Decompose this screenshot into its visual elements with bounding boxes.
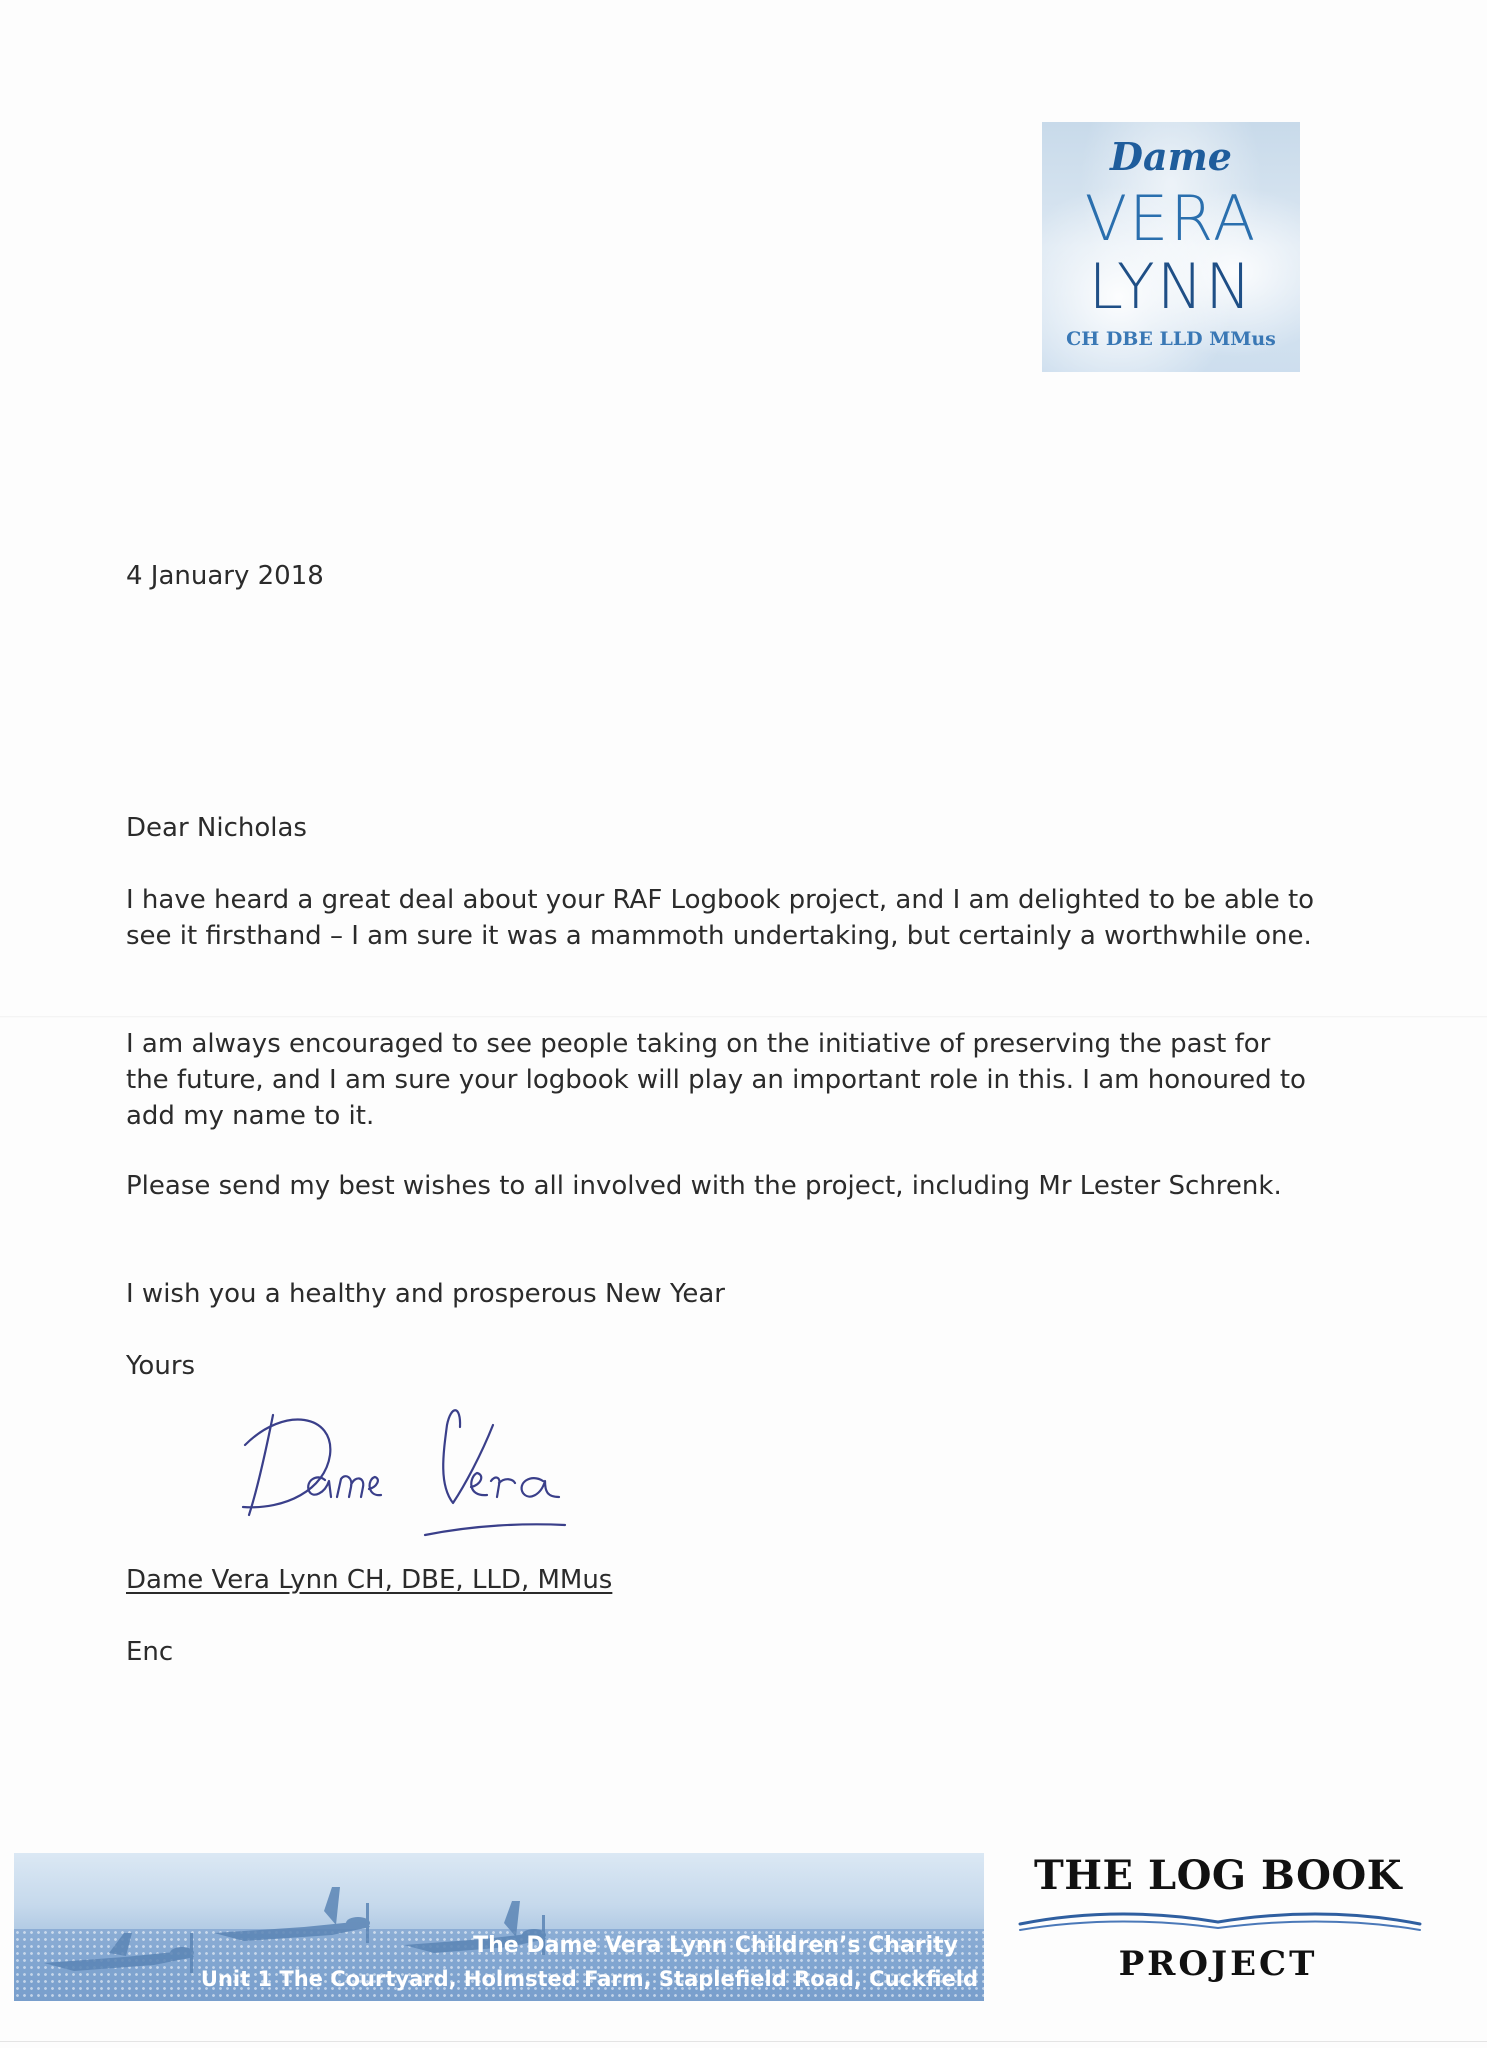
signed-name: Dame Vera Lynn CH, DBE, LLD, MMus	[126, 1565, 613, 1595]
paper-fold	[0, 1016, 1487, 1018]
dame-vera-lynn-logo	[1042, 122, 1300, 372]
enclosure-note: Enc	[126, 1637, 174, 1667]
logo-vera: VERA	[1084, 182, 1258, 255]
logo-dame: Dame	[1110, 134, 1232, 179]
page-bottom-edge	[0, 2041, 1487, 2042]
closing: Yours	[126, 1351, 196, 1381]
paragraph-2: I am always encouraged to see people taking on the initiative of preserving the past for the future, and I am sure your logbook will play an important role in this. I am honoured to add my name to it.	[126, 1029, 1306, 1131]
charity-address: Unit 1 The Courtyard, Holmsted Farm, Staplefield Road, Cuckfield	[200, 1967, 978, 1991]
logo-credentials: CH DBE LLD MMus	[1066, 328, 1276, 350]
handwritten-signature	[225, 1385, 725, 1545]
letter-date: 4 January 2018	[126, 561, 324, 591]
logo-lynn: LYNN	[1088, 250, 1254, 323]
paragraph-1: I have heard a great deal about your RAF Logbook project, and I am delighted to be able to see it firsthand – I am sure it was a mammoth undertaking, but certainly a worthwhile one.	[126, 885, 1315, 951]
paragraph-3: Please send my best wishes to all involved with the project, including Mr Lester Schrenk.	[126, 1171, 1282, 1201]
charity-footer-banner	[14, 1853, 984, 2001]
log-book-project-title: THE LOG BOOK	[1033, 1852, 1403, 1899]
salutation: Dear Nicholas	[126, 813, 307, 843]
charity-name: The Dame Vera Lynn Children’s Charity	[473, 1933, 958, 1958]
paragraph-4: I wish you a healthy and prosperous New Year	[126, 1279, 725, 1309]
open-book-icon	[1010, 1906, 1430, 1936]
log-book-project-subtitle: PROJECT	[1118, 1944, 1318, 1984]
